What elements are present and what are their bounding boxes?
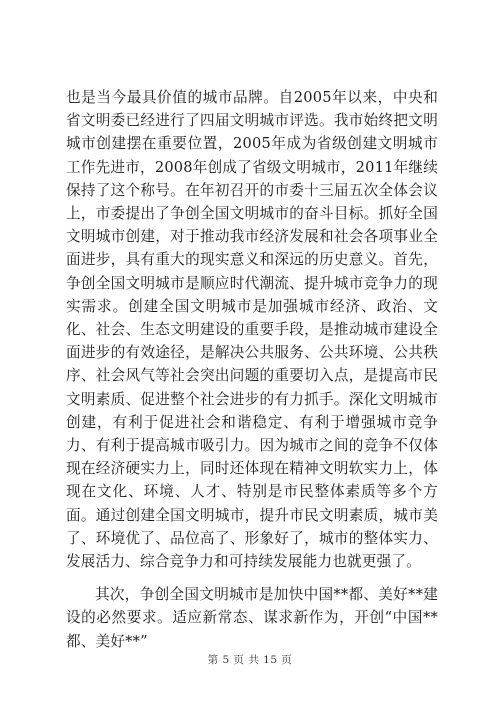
document-body [66,86,438,653]
page-number-footer: 第 5 页 共 15 页 [207,654,293,666]
body-paragraph-2: 其次，争创全国文明城市是加快中国**都、美好**建设的必然要求。适应新常态、谋求新作为，开创“中国**都、美好**” [66,586,438,650]
body-paragraph-1: 也是当今最具价值的城市品牌。自2005年以来，中央和省文明委已经进行了四届文明城市评选。我市始终把文明城市创建摆在重要位置，2005年成为省级创建文明城市工作先进市，2008年创成了省级文明城市，2011年继续保持了这个称号。在年初召开的市委十三届五次全体会议上，市委提出了争创全国文明城市的奋斗目标。抓好全国文明城市创建，对于推动我市经济发展和社会各项事业全面进步，具有重大的现实意义和深远的历史意义。首先，争创全国文明城市是顺应时代潮流、提升城市竞争力的现实需求。创建全国文明城市是加强城市经济、政治、文化、社会、生态文明建设的重要手段，是推动城市建设全面进步的有效途径，是解决公共服务、公共环境、公共秩序、社会风气等社会突出问题的重要切入点，是提高市民文明素质、促进整个社会进步的有力抓手。深化文明城市创建，有利于促进社会和谐稳定、有利于增强城市竞争力、有利于提高城市吸引力。因为城市之间的竞争不仅体现在经济硬实力上，同时还体现在精神文明软实力上，体现在文化、环境、人才、特别是市民整体素质等多个方面。通过创建全国文明城市，提升市民文明素质，城市美了、环境优了、品位高了、形象好了，城市的整体实力、发展活力、综合竞争力和可持续发展能力也就更强了。 [66,89,438,571]
